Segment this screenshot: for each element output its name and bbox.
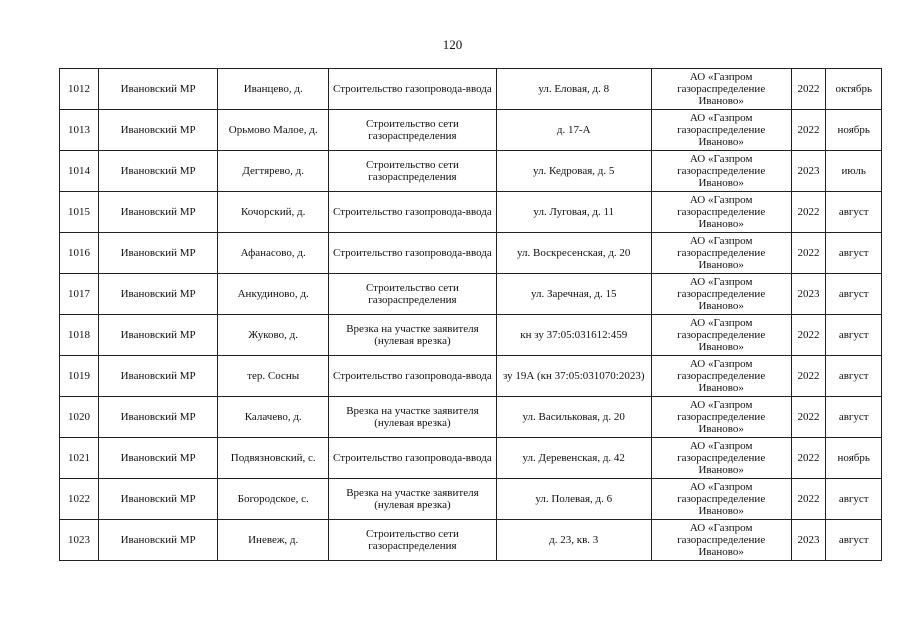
- row-district: Ивановский МР: [99, 315, 218, 356]
- row-address: ул. Полевая, д. 6: [496, 479, 651, 520]
- row-number: 1014: [60, 151, 99, 192]
- row-organization: АО «Газпром газораспределение Иваново»: [651, 397, 791, 438]
- row-number: 1022: [60, 479, 99, 520]
- table-row: [60, 479, 882, 520]
- row-number: 1016: [60, 233, 99, 274]
- row-number: 1019: [60, 356, 99, 397]
- row-address: ул. Кедровая, д. 5: [496, 151, 651, 192]
- row-work-type: Строительство газопровода-ввода: [329, 438, 496, 479]
- row-address: ул. Воскресенская, д. 20: [496, 233, 651, 274]
- row-locality: Иневеж, д.: [218, 520, 329, 561]
- table-row: [60, 397, 882, 438]
- row-number: 1020: [60, 397, 99, 438]
- row-year: 2023: [791, 151, 826, 192]
- row-district: Ивановский МР: [99, 479, 218, 520]
- row-year: 2022: [791, 110, 826, 151]
- row-locality: Иванцево, д.: [218, 69, 329, 110]
- row-year: 2023: [791, 274, 826, 315]
- row-organization: АО «Газпром газораспределение Иваново»: [651, 356, 791, 397]
- row-district: Ивановский МР: [99, 356, 218, 397]
- row-work-type: Строительство сети газораспределения: [329, 151, 496, 192]
- row-year: 2022: [791, 479, 826, 520]
- row-year: 2022: [791, 356, 826, 397]
- row-district: Ивановский МР: [99, 274, 218, 315]
- row-month: август: [826, 315, 882, 356]
- page-number: 120: [442, 37, 463, 52]
- row-organization: АО «Газпром газораспределение Иваново»: [651, 110, 791, 151]
- row-work-type: Строительство газопровода-ввода: [329, 69, 496, 110]
- row-locality: Дегтярево, д.: [218, 151, 329, 192]
- row-address: кн зу 37:05:031612:459: [496, 315, 651, 356]
- row-number: 1018: [60, 315, 99, 356]
- row-address: д. 23, кв. 3: [496, 520, 651, 561]
- row-organization: АО «Газпром газораспределение Иваново»: [651, 69, 791, 110]
- row-district: Ивановский МР: [99, 151, 218, 192]
- table-row: [60, 69, 882, 110]
- row-organization: АО «Газпром газораспределение Иваново»: [651, 233, 791, 274]
- row-address: ул. Луговая, д. 11: [496, 192, 651, 233]
- row-year: 2022: [791, 438, 826, 479]
- row-work-type: Строительство газопровода-ввода: [329, 356, 496, 397]
- row-year: 2022: [791, 397, 826, 438]
- row-year: 2022: [791, 315, 826, 356]
- row-address: ул. Васильковая, д. 20: [496, 397, 651, 438]
- row-locality: тер. Сосны: [218, 356, 329, 397]
- table-row: [60, 356, 882, 397]
- row-work-type: Врезка на участке заявителя (нулевая врезка): [329, 397, 496, 438]
- row-year: 2022: [791, 69, 826, 110]
- row-organization: АО «Газпром газораспределение Иваново»: [651, 479, 791, 520]
- row-month: ноябрь: [826, 438, 882, 479]
- row-work-type: Строительство газопровода-ввода: [329, 192, 496, 233]
- row-number: 1017: [60, 274, 99, 315]
- row-month: август: [826, 192, 882, 233]
- table-row: [60, 438, 882, 479]
- row-organization: АО «Газпром газораспределение Иваново»: [651, 438, 791, 479]
- row-district: Ивановский МР: [99, 192, 218, 233]
- row-locality: Калачево, д.: [218, 397, 329, 438]
- row-locality: Афанасово, д.: [218, 233, 329, 274]
- table-row: [60, 151, 882, 192]
- gasification-table: [59, 68, 882, 561]
- table-row: [60, 192, 882, 233]
- row-locality: Богородское, с.: [218, 479, 329, 520]
- row-number: 1021: [60, 438, 99, 479]
- table-row: [60, 315, 882, 356]
- row-district: Ивановский МР: [99, 397, 218, 438]
- row-month: июль: [826, 151, 882, 192]
- table-row: [60, 110, 882, 151]
- row-organization: АО «Газпром газораспределение Иваново»: [651, 520, 791, 561]
- table-row: [60, 520, 882, 561]
- row-organization: АО «Газпром газораспределение Иваново»: [651, 192, 791, 233]
- row-number: 1012: [60, 69, 99, 110]
- row-month: август: [826, 397, 882, 438]
- row-month: ноябрь: [826, 110, 882, 151]
- row-address: ул. Еловая, д. 8: [496, 69, 651, 110]
- row-organization: АО «Газпром газораспределение Иваново»: [651, 151, 791, 192]
- table-row: [60, 274, 882, 315]
- row-organization: АО «Газпром газораспределение Иваново»: [651, 274, 791, 315]
- row-year: 2023: [791, 520, 826, 561]
- row-address: зу 19А (кн 37:05:031070:2023): [496, 356, 651, 397]
- table-body: [60, 69, 882, 561]
- row-month: август: [826, 520, 882, 561]
- row-address: д. 17-А: [496, 110, 651, 151]
- row-district: Ивановский МР: [99, 520, 218, 561]
- row-locality: Жуково, д.: [218, 315, 329, 356]
- row-year: 2022: [791, 192, 826, 233]
- table-row: [60, 233, 882, 274]
- row-locality: Подвязновский, с.: [218, 438, 329, 479]
- row-locality: Анкудиново, д.: [218, 274, 329, 315]
- row-month: август: [826, 479, 882, 520]
- row-month: август: [826, 233, 882, 274]
- row-work-type: Строительство сети газораспределения: [329, 274, 496, 315]
- row-locality: Орьмово Малое, д.: [218, 110, 329, 151]
- row-work-type: Строительство сети газораспределения: [329, 110, 496, 151]
- row-work-type: Строительство сети газораспределения: [329, 520, 496, 561]
- row-address: ул. Заречная, д. 15: [496, 274, 651, 315]
- row-month: август: [826, 356, 882, 397]
- row-locality: Кочорский, д.: [218, 192, 329, 233]
- row-district: Ивановский МР: [99, 69, 218, 110]
- row-address: ул. Деревенская, д. 42: [496, 438, 651, 479]
- row-work-type: Врезка на участке заявителя (нулевая врезка): [329, 479, 496, 520]
- row-district: Ивановский МР: [99, 233, 218, 274]
- row-work-type: Строительство газопровода-ввода: [329, 233, 496, 274]
- row-district: Ивановский МР: [99, 438, 218, 479]
- row-district: Ивановский МР: [99, 110, 218, 151]
- row-work-type: Врезка на участке заявителя (нулевая врезка): [329, 315, 496, 356]
- row-year: 2022: [791, 233, 826, 274]
- row-number: 1013: [60, 110, 99, 151]
- row-organization: АО «Газпром газораспределение Иваново»: [651, 315, 791, 356]
- row-month: август: [826, 274, 882, 315]
- row-month: октябрь: [826, 69, 882, 110]
- row-number: 1015: [60, 192, 99, 233]
- row-number: 1023: [60, 520, 99, 561]
